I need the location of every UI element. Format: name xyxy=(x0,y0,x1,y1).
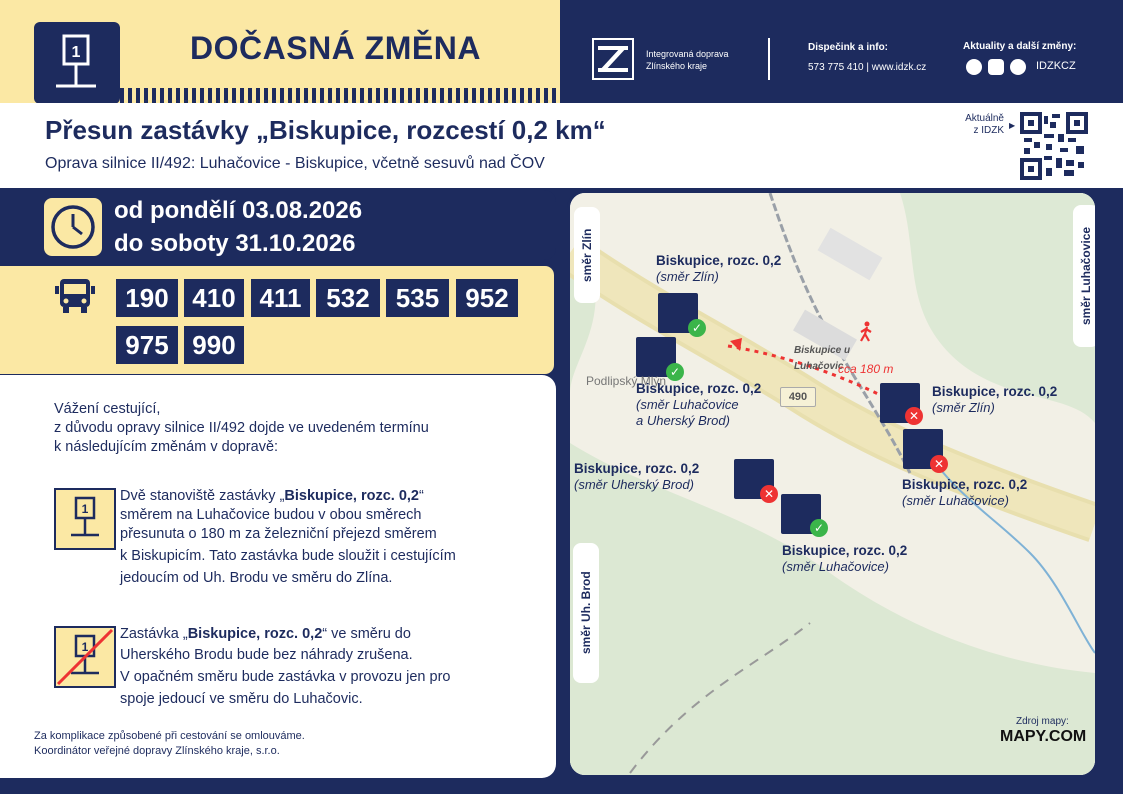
idzk-logo-icon xyxy=(592,38,634,80)
coordinator-text: Koordinátor veřejné dopravy Zlínského kraje, s.r.o. xyxy=(34,745,280,757)
place-label: Podlipský Mlýn xyxy=(586,374,667,388)
greeting: Vážení cestující, xyxy=(54,401,161,417)
idzk-name: Integrovaná doprava Zlínského kraje xyxy=(646,49,729,71)
line-chip: 411 xyxy=(251,279,310,317)
intro-line2: k následujícím změnám v dopravě: xyxy=(54,439,279,455)
line-chip: 410 xyxy=(184,279,244,317)
pedestrian-icon xyxy=(858,321,874,345)
change1-line2: směrem na Luhačovice budou v obou směrech xyxy=(120,507,422,523)
page-title: DOČASNÁ ZMĚNA xyxy=(190,30,481,66)
stop-label-old-uh-brod: Biskupice, rozc. 0,2 (směr Uherský Brod) xyxy=(574,461,700,492)
intro-line1: z důvodu opravy silnice II/492 dojde ve uvedeném termínu xyxy=(54,420,429,436)
header-divider xyxy=(768,38,770,80)
arrow-right-icon: ▶ xyxy=(1009,121,1016,130)
stop-label-old-zlin: Biskupice, rozc. 0,2 (směr Zlín) xyxy=(932,384,1058,415)
qr-code-icon[interactable] xyxy=(1020,112,1088,180)
dispatch-title: Dispečink a info: xyxy=(808,42,889,53)
stop-cancelled-icon xyxy=(54,626,116,688)
line-chip: 990 xyxy=(184,326,244,364)
direction-zlin: směr Zlín xyxy=(574,207,600,303)
change2-line3: V opačném směru bude zastávka v provozu jen pro xyxy=(120,669,451,685)
direction-luhacovice: směr Luhačovice xyxy=(1073,205,1098,347)
direction-uh-brod: směr Uh. Brod xyxy=(573,543,599,683)
apology-text: Za komplikace způsobené při cestování se omlouváme. xyxy=(34,730,305,742)
decorative-stripe xyxy=(120,88,558,103)
map-panel xyxy=(567,190,1098,778)
stop-label-new-zlin: Biskupice, rozc. 0,2 (směr Zlín) xyxy=(656,253,782,284)
instagram-icon[interactable] xyxy=(988,59,1004,75)
notice-subtitle: Oprava silnice II/492: Luhačovice - Biskupice, včetně sesuvů nad ČOV xyxy=(45,155,545,172)
checkmark-icon: ✓ xyxy=(810,519,828,537)
notice-headline: Přesun zastávky „Biskupice, rozcestí 0,2 km“ xyxy=(45,115,606,145)
change1-line1: Dvě stanoviště zastávky „Biskupice, rozc. 0,2“ xyxy=(120,488,424,504)
distance-label: cca 180 m xyxy=(838,362,894,376)
clock-icon xyxy=(44,198,102,256)
line-chip: 975 xyxy=(116,326,178,364)
checkmark-icon: ✓ xyxy=(666,363,684,381)
cancel-icon: ✕ xyxy=(930,455,948,473)
stop-label-new-luhacovice-south: Biskupice, rozc. 0,2 (směr Luhačovice) xyxy=(782,543,908,574)
line-chip: 535 xyxy=(386,279,449,317)
change1-line5: jedoucím od Uh. Brodu ve směru do Zlína. xyxy=(120,570,393,586)
stop-label-new-luhacovice: Biskupice, rozc. 0,2 (směr Luhačovice a Uherský Brod) xyxy=(636,381,762,428)
bus-icon xyxy=(52,276,98,316)
change1-line4: k Biskupicím. Tato zastávka bude sloužit i cestujícím xyxy=(120,548,456,564)
bus-stop-sign-icon xyxy=(34,22,120,104)
change2-line2: Uherského Brodu bude bez náhrady zrušena. xyxy=(120,647,413,663)
cancel-icon: ✕ xyxy=(905,407,923,425)
change2-line1: Zastávka „Biskupice, rozc. 0,2“ ve směru do xyxy=(120,626,411,642)
road-number-badge: 490 xyxy=(780,387,816,407)
news-title: Aktuality a další změny: xyxy=(963,41,1077,52)
change1-line3: přesunuta o 180 m za železniční přejezd směrem xyxy=(120,526,437,542)
qr-label-line1: Aktuálně xyxy=(965,113,1004,124)
social-icon[interactable] xyxy=(1010,59,1026,75)
station-label: Biskupice u Luhačovic xyxy=(794,345,851,372)
change2-line4: spoje jedoucí ve směru do Luhačovic. xyxy=(120,691,363,707)
social-handle[interactable]: IDZKCZ xyxy=(1036,60,1076,72)
facebook-icon[interactable] xyxy=(966,59,982,75)
stop-label-old-luhacovice: Biskupice, rozc. 0,2 (směr Luhačovice) xyxy=(902,477,1028,508)
cancel-icon: ✕ xyxy=(760,485,778,503)
line-chip: 952 xyxy=(456,279,518,317)
svg-text:1: 1 xyxy=(81,502,89,516)
svg-text:1: 1 xyxy=(81,640,89,654)
stop-moved-icon xyxy=(54,488,116,550)
qr-label xyxy=(950,113,1004,137)
line-chip: 532 xyxy=(316,279,380,317)
svg-text:1: 1 xyxy=(71,44,81,61)
checkmark-icon: ✓ xyxy=(688,319,706,337)
dispatch-contact[interactable]: 573 775 410 | www.idzk.cz xyxy=(808,62,927,73)
line-chip: 190 xyxy=(116,279,178,317)
qr-label-line2: z IDZK xyxy=(973,125,1004,136)
mapy-logo[interactable]: MAPY.COM xyxy=(1000,728,1087,745)
date-to: do soboty 31.10.2026 xyxy=(114,230,356,257)
map-source-label: Zdroj mapy: xyxy=(1016,716,1069,727)
date-from: od pondělí 03.08.2026 xyxy=(114,197,363,224)
